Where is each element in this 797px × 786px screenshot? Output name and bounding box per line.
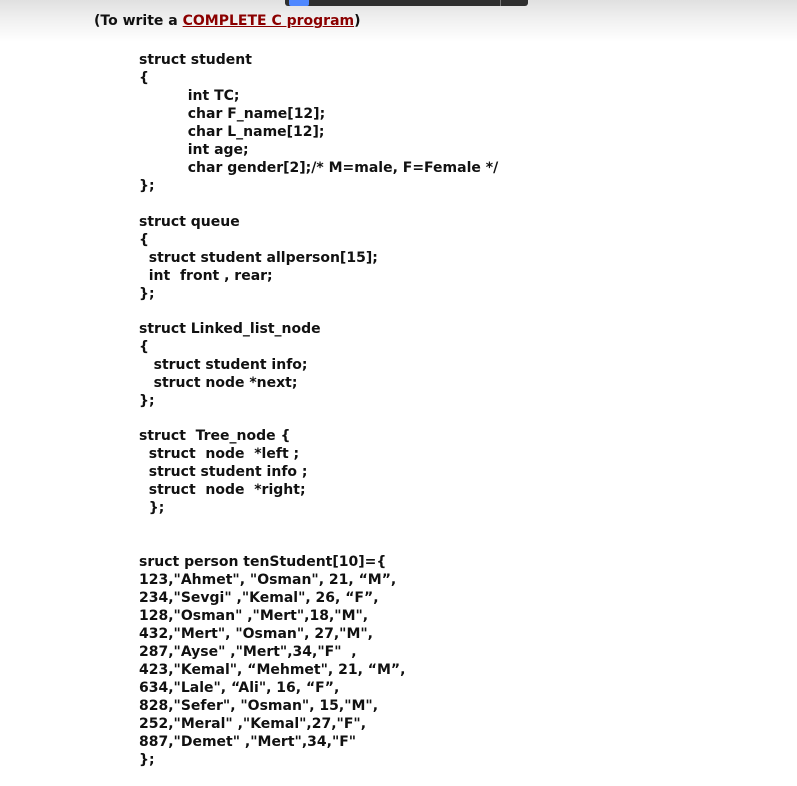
toolbar-divider [500,0,501,6]
instruction-open: (To write a [94,13,183,29]
instruction-line [94,13,361,30]
code-ten-student-data: sruct person tenStudent[10]={ 123,"Ahmet", "Osman", 21, “M”, 234,"Sevgi" ,"Kemal", 26, “F”, 128,"Osman" ,"Mert",18,"M", 432,"Mert", "Osman", 27,"M", 287,"Ayse" ,"Mert",34,"F" , 423,"Kemal", “Mehmet", 21, “M”, 634,"Lale", “Ali", 16, “F”, 828,"Sefer", "Osman", 15,"M", 252,"Meral" ,"Kemal",27,"F", 887,"Demet" ,"Mert",34,"F" }; [139,554,406,768]
toolbar-accent-icon [289,0,309,6]
code-tree-node-struct: struct Tree_node { struct node *left ; struct student info ; struct node *right; }; [139,428,308,516]
complete-program-link[interactable]: COMPLETE C program [182,13,355,29]
instruction-close: ) [354,13,361,29]
code-queue-struct: struct queue { struct student allperson[15]; int front , rear; }; [139,214,378,302]
code-linked-list-struct: struct Linked_list_node { struct student info; struct node *next; }; [139,321,321,409]
code-student-struct: struct student { int TC; char F_name[12]; char L_name[12]; int age; char gender[2];/* M=male, F=Female */ }; [139,52,499,194]
viewer-toolbar [285,0,528,6]
